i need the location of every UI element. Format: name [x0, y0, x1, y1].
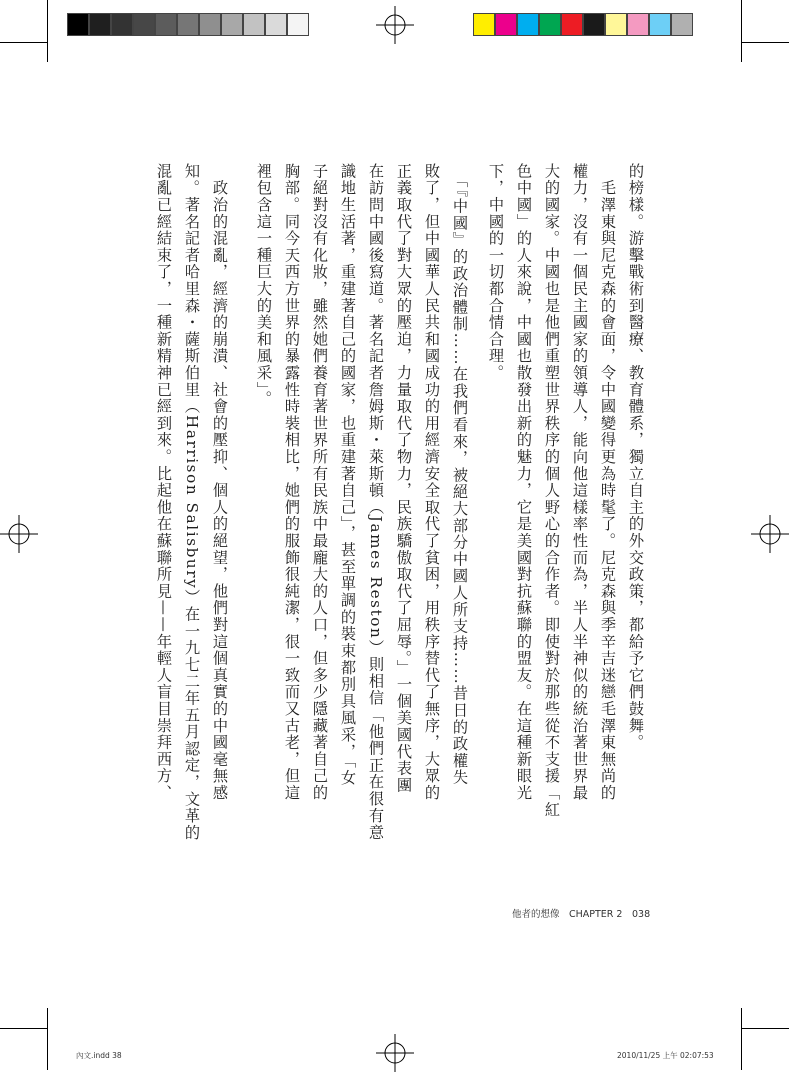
crop-mark-top-right-h: [741, 42, 789, 43]
gray-swatch: [221, 13, 243, 36]
gray-swatch: [89, 13, 111, 36]
text-column: 敗了，但中國華人民共和國成功的用經濟安全取代了貧困，用秩序替代了無序，大眾的: [423, 163, 441, 802]
text-column: 色中國」的人來說，中國也散發出新的魅力，它是美國對抗蘇聯的盟友。在這種新眼光: [515, 163, 533, 802]
text-column: 胸部。同今天西方世界的暴露性時裝相比，她們的服飾很純潔，很一致而又古老，但這: [283, 163, 301, 802]
color-swatch: [517, 13, 539, 36]
color-swatch: [539, 13, 561, 36]
crop-mark-bottom-left-h: [0, 1028, 48, 1029]
color-swatch: [649, 13, 671, 36]
gray-swatch: [67, 13, 89, 36]
color-swatch: [583, 13, 605, 36]
crop-mark-top-left-v: [47, 0, 48, 62]
text-column: 「『中國』的政治體制……在我們看來，被絕大部分中國人所支持……昔日的政權失: [451, 163, 469, 787]
gray-swatch: [155, 13, 177, 36]
gray-swatch: [265, 13, 287, 36]
gray-swatch: [111, 13, 133, 36]
registration-mark-top: [376, 6, 414, 44]
process-color-bar: [473, 13, 695, 36]
text-column: 識地生活著，重建著自己的國家，也重建著自己」，甚至單調的裝束都別具風采，「女: [339, 163, 357, 787]
text-column: 正義取代了對大眾的壓迫，力量取代了物力，民族驕傲取代了屈辱。」一個美國代表團: [395, 163, 413, 794]
color-swatch: [627, 13, 649, 36]
text-column: 政治的混亂，經濟的崩潰、社會的壓抑、個人的絕望，他們對這個真實的中國毫無感: [211, 163, 229, 802]
color-swatch: [495, 13, 517, 36]
crop-mark-bottom-left-v: [47, 1008, 48, 1070]
registration-mark-left: [0, 515, 38, 553]
text-column: 子絕對沒有化妝，雖然她們養育著世界所有民族中最龐大的人口，但多少隱藏著自己的: [311, 163, 329, 802]
crop-mark-bottom-right-v: [741, 1008, 742, 1070]
crop-mark-top-left-h: [0, 42, 48, 43]
page-folio: 他者的想像 CHAPTER 2 038: [512, 909, 651, 920]
gray-swatch: [133, 13, 155, 36]
text-column: 權力，沒有一個民主國家的領導人，能向他這樣率性而為，半人半神似的統治著世界最: [571, 163, 589, 802]
text-column: 混亂已經結束了，一種新精神已經到來。比起他在蘇聯所見——年輕人盲目崇拜西方、: [155, 163, 173, 802]
gray-swatch: [199, 13, 221, 36]
gray-swatch: [177, 13, 199, 36]
color-swatch: [473, 13, 495, 36]
color-swatch: [605, 13, 627, 36]
text-column: 大的國家。中國也是他們重塑世界秩序的個人野心的合作者。即使對於那些從不支援「紅: [543, 163, 561, 819]
text-column: 的榜樣。游擊戰術到醫療、教育體系，獨立自主的外交政策，都給予它們鼓舞。: [627, 163, 645, 751]
text-column: 裡包含這一種巨大的美和風采」。: [255, 163, 273, 408]
slug-file-name: 內文.indd 38: [76, 1051, 122, 1060]
grayscale-color-bar: [67, 13, 319, 36]
registration-mark-right: [751, 515, 789, 553]
gray-swatch: [243, 13, 265, 36]
color-swatch: [671, 13, 693, 36]
color-swatch: [561, 13, 583, 36]
text-column: 在訪問中國後寫道。著名記者詹姆斯・萊斯頓（James Reston）則相信「他們正在很有意: [367, 163, 385, 841]
slug-timestamp: 2010/11/25 上午 02:07:53: [617, 1051, 714, 1060]
crop-mark-bottom-right-h: [741, 1028, 789, 1029]
registration-mark-bottom: [376, 1034, 414, 1072]
text-column: 知。著名記者哈里森・薩斯伯里（Harrison Salisbury）在一九七二年五月認定，文革的: [183, 163, 201, 842]
crop-mark-top-right-v: [741, 0, 742, 62]
text-column: 毛澤東與尼克森的會面，令中國變得更為時髦了。尼克森與季辛吉迷戀毛澤東無尚的: [599, 163, 617, 802]
gray-swatch: [287, 13, 309, 36]
text-column: 下，中國的一切都合情合理。: [487, 163, 505, 382]
